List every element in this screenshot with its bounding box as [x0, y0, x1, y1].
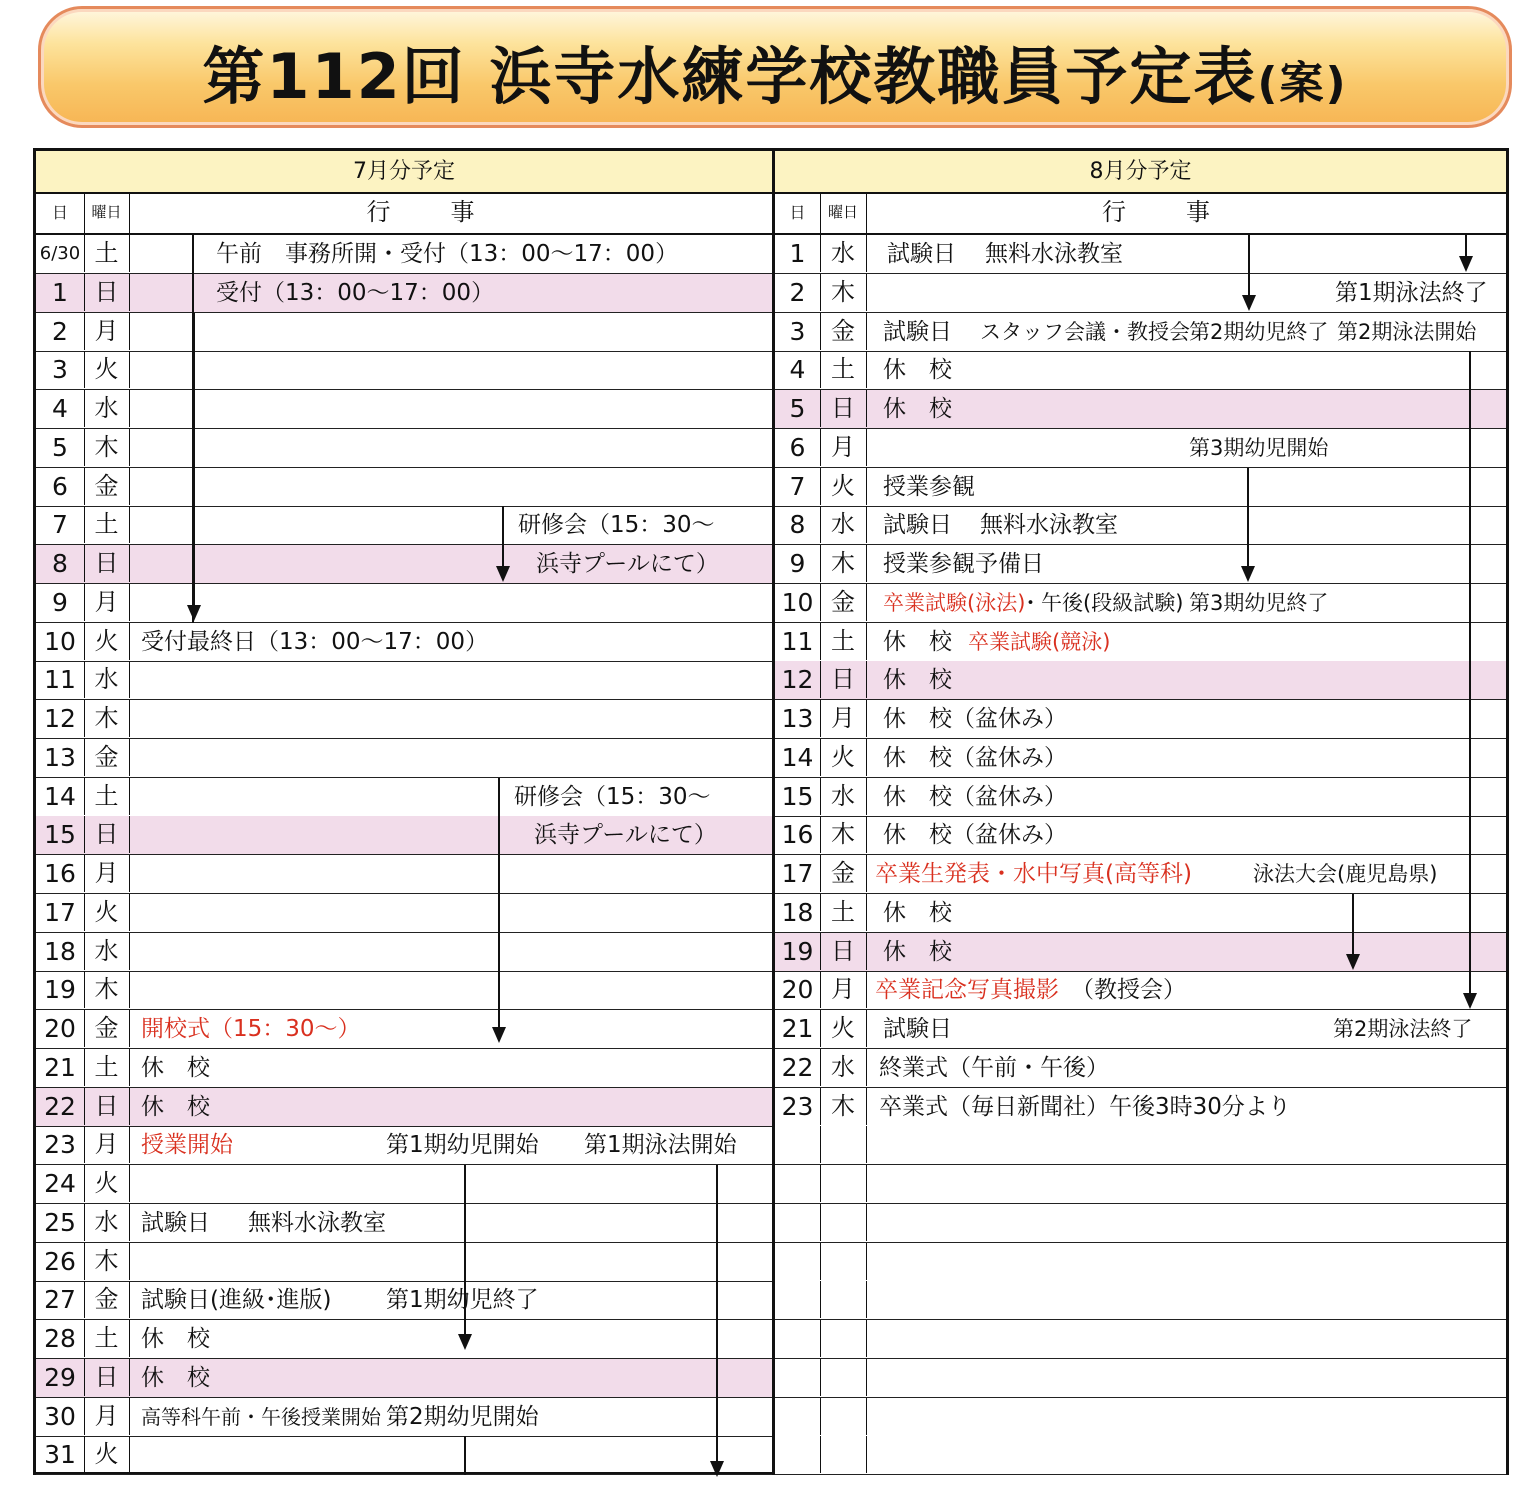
- event-text: 休 校: [883, 667, 952, 694]
- event-text: 無料水泳教室: [980, 512, 1118, 539]
- event-text: 浜寺プールにて）: [536, 551, 719, 577]
- july-col-event: 行事: [366, 198, 535, 226]
- timeline-line: [716, 1165, 718, 1463]
- table-row: [36, 739, 772, 778]
- event-text: 無料水泳教室: [985, 241, 1123, 267]
- weekday-cell: 火: [820, 468, 867, 505]
- day-cell: 23: [775, 1088, 821, 1125]
- event-text: 第3期幼児終了: [1189, 590, 1329, 615]
- event-text: 第1期幼児終了: [386, 1287, 539, 1314]
- event-text: 休 校: [883, 357, 952, 384]
- title-suffix: (案): [1257, 58, 1348, 109]
- day-cell: 10: [36, 623, 85, 660]
- day-cell: 3: [36, 351, 85, 388]
- arrow-down-icon: [1459, 256, 1473, 272]
- weekday-cell: [820, 1398, 867, 1435]
- event-text: 研修会（15：30～: [518, 512, 715, 539]
- day-cell: 7: [775, 468, 821, 505]
- timeline-line: [193, 313, 195, 608]
- event-text: 授業開始: [141, 1132, 233, 1159]
- weekday-cell: [820, 1359, 867, 1396]
- timeline-line: [1248, 235, 1250, 297]
- day-cell: [775, 1204, 821, 1241]
- event-text: 開校式（15：30～）: [141, 1016, 361, 1042]
- day-cell: 31: [36, 1436, 85, 1473]
- event-text: 休 校: [883, 628, 952, 655]
- july-column-header: [36, 192, 772, 235]
- weekday-cell: 金: [820, 313, 867, 350]
- weekday-cell: 月: [820, 971, 867, 1008]
- day-cell: 27: [36, 1281, 85, 1318]
- day-cell: 11: [36, 661, 85, 698]
- weekday-cell: 木: [820, 816, 867, 853]
- table-row: [775, 1204, 1506, 1243]
- weekday-cell: 水: [84, 933, 130, 970]
- table-row: [36, 894, 772, 933]
- event-text: 休 校（盆休み）: [883, 706, 1067, 732]
- table-row: [775, 1320, 1506, 1359]
- event-text: 休 校: [141, 1093, 210, 1120]
- day-cell: [775, 1281, 821, 1318]
- weekday-cell: [820, 1204, 867, 1241]
- july-col-weekday: 曜日: [84, 192, 130, 233]
- table-row: [36, 933, 772, 972]
- table-row: [36, 468, 772, 507]
- day-cell: 8: [36, 545, 85, 582]
- day-cell: 18: [36, 933, 85, 970]
- weekday-cell: 金: [820, 584, 867, 621]
- table-row: [36, 661, 772, 700]
- day-cell: 2: [775, 274, 821, 311]
- day-cell: 20: [775, 971, 821, 1008]
- table-row: [36, 855, 772, 894]
- weekday-cell: 火: [820, 1010, 867, 1047]
- day-cell: 16: [36, 855, 85, 892]
- weekday-cell: 水: [84, 661, 130, 698]
- timeline-line: [502, 506, 504, 568]
- weekday-cell: 月: [820, 700, 867, 737]
- weekday-cell: 土: [820, 351, 867, 388]
- august-column-header: [775, 192, 1506, 235]
- table-row: [775, 1126, 1506, 1165]
- weekday-cell: 月: [84, 855, 130, 892]
- weekday-cell: 日: [84, 1088, 130, 1125]
- day-cell: 13: [36, 739, 85, 776]
- weekday-cell: 火: [84, 351, 130, 388]
- event-text: 第3期幼児開始: [1189, 435, 1329, 460]
- weekday-cell: 水: [820, 235, 867, 272]
- event-text: 高等科午前・午後授業開始: [141, 1404, 381, 1429]
- event-text: ・午後(段級試験): [1020, 590, 1184, 615]
- event-text: 授業参観: [883, 473, 975, 500]
- title-main: 第112回 浜寺水練学校教職員予定表: [202, 40, 1258, 113]
- day-cell: 26: [36, 1243, 85, 1280]
- event-text: 試験日: [883, 318, 952, 345]
- event-text: 休 校: [883, 938, 952, 965]
- day-cell: 30: [36, 1398, 85, 1435]
- event-text: 第1期泳法終了: [1335, 279, 1488, 306]
- weekday-cell: 日: [820, 661, 867, 698]
- day-cell: [775, 1359, 821, 1396]
- arrow-down-icon: [1241, 566, 1255, 582]
- day-cell: 9: [36, 584, 85, 621]
- weekday-cell: 日: [84, 274, 130, 311]
- arrow-down-icon: [1463, 993, 1477, 1009]
- event-text: 受付最終日（13：00～17：00）: [141, 628, 489, 655]
- weekday-cell: [820, 1126, 867, 1163]
- day-cell: 16: [775, 816, 821, 853]
- weekday-cell: 火: [820, 739, 867, 776]
- table-row: [775, 429, 1506, 468]
- event-text: 第2期幼児終了: [1189, 319, 1329, 344]
- day-cell: 9: [775, 545, 821, 582]
- day-cell: 5: [775, 390, 821, 427]
- weekday-cell: 金: [84, 468, 130, 505]
- day-cell: [775, 1436, 821, 1473]
- weekday-cell: 火: [84, 623, 130, 660]
- event-text: 第1期泳法開始: [584, 1132, 737, 1159]
- day-cell: [775, 1243, 821, 1280]
- day-cell: [775, 1165, 821, 1202]
- weekday-cell: 金: [84, 739, 130, 776]
- day-cell: 1: [775, 235, 821, 272]
- day-cell: 18: [775, 894, 821, 931]
- weekday-cell: 月: [84, 584, 130, 621]
- weekday-cell: [820, 1436, 867, 1473]
- day-cell: 14: [36, 778, 85, 815]
- weekday-cell: 月: [84, 1398, 130, 1435]
- day-cell: 19: [775, 933, 821, 970]
- day-cell: 14: [775, 739, 821, 776]
- arrow-down-icon: [187, 605, 201, 621]
- event-text: 卒業生発表・水中写真(高等科): [875, 861, 1192, 887]
- july-schedule-table: [33, 148, 775, 1475]
- table-row: [36, 429, 772, 468]
- weekday-cell: 土: [84, 1049, 130, 1086]
- day-cell: [775, 1126, 821, 1163]
- timeline-line: [464, 1436, 466, 1475]
- weekday-cell: 水: [84, 390, 130, 427]
- day-cell: 6/30: [36, 235, 85, 272]
- event-text: 休 校: [141, 1326, 210, 1352]
- weekday-cell: 日: [84, 1359, 130, 1396]
- day-cell: 22: [36, 1088, 85, 1125]
- weekday-cell: 土: [820, 894, 867, 931]
- weekday-cell: 土: [84, 235, 130, 272]
- weekday-cell: [820, 1165, 867, 1202]
- weekday-cell: 月: [84, 1126, 130, 1163]
- event-text: 研修会（15：30～: [514, 783, 711, 810]
- table-row: [36, 700, 772, 739]
- weekday-cell: 木: [84, 429, 130, 466]
- weekday-cell: 日: [820, 933, 867, 970]
- arrow-down-icon: [710, 1461, 724, 1477]
- day-cell: 11: [775, 623, 821, 660]
- arrow-down-icon: [496, 566, 510, 582]
- day-cell: 10: [775, 584, 821, 621]
- arrow-down-icon: [492, 1027, 506, 1043]
- event-text: 卒業試験(泳法): [883, 590, 1026, 615]
- weekday-cell: 金: [820, 855, 867, 892]
- table-row: [36, 390, 772, 429]
- day-cell: 28: [36, 1320, 85, 1357]
- event-text: 第2期幼児開始: [386, 1403, 539, 1430]
- weekday-cell: 日: [84, 545, 130, 582]
- table-row: [775, 1243, 1506, 1282]
- weekday-cell: [820, 1320, 867, 1357]
- day-cell: 1: [36, 274, 85, 311]
- table-row: [36, 1436, 772, 1475]
- day-cell: 5: [36, 429, 85, 466]
- day-cell: 3: [775, 313, 821, 350]
- day-cell: 22: [775, 1049, 821, 1086]
- event-text: 泳法大会(鹿児島県): [1253, 862, 1438, 886]
- event-text: 第2期泳法終了: [1333, 1017, 1473, 1041]
- day-cell: [775, 1320, 821, 1357]
- day-cell: 29: [36, 1359, 85, 1396]
- weekday-cell: 木: [84, 1243, 130, 1280]
- event-text: 休 校: [883, 899, 952, 926]
- august-month-header: 8月分予定: [775, 151, 1506, 194]
- day-cell: 12: [36, 700, 85, 737]
- weekday-cell: 日: [84, 816, 130, 853]
- day-cell: 19: [36, 971, 85, 1008]
- arrow-down-icon: [1242, 295, 1256, 311]
- weekday-cell: 水: [84, 1204, 130, 1241]
- timeline-line: [1465, 235, 1467, 258]
- day-cell: [775, 1398, 821, 1435]
- table-row: [775, 1398, 1506, 1437]
- day-cell: 6: [36, 468, 85, 505]
- title-banner: [38, 6, 1512, 128]
- august-col-day: 日: [775, 192, 821, 233]
- table-row: [775, 1436, 1506, 1475]
- table-row: [775, 1165, 1506, 1204]
- table-row: [775, 1281, 1506, 1320]
- event-text: 休 校（盆休み）: [883, 744, 1067, 771]
- day-cell: 6: [775, 429, 821, 466]
- table-row: [775, 1359, 1506, 1398]
- weekday-cell: 木: [820, 1088, 867, 1125]
- day-cell: 13: [775, 700, 821, 737]
- event-text: 第1期幼児開始: [386, 1132, 539, 1159]
- event-text: 終業式（午前・午後）: [879, 1054, 1109, 1081]
- table-row: [36, 313, 772, 352]
- event-text: 卒業試験(競泳): [968, 629, 1111, 654]
- table-row: [36, 1165, 772, 1204]
- day-cell: 24: [36, 1165, 85, 1202]
- event-text: 休 校: [883, 396, 952, 422]
- august-col-event: 行事: [1102, 198, 1270, 226]
- day-cell: 4: [36, 390, 85, 427]
- event-text: （教授会）: [1071, 977, 1186, 1004]
- table-row: [36, 351, 772, 390]
- event-text: 受付（13：00～17：00）: [216, 279, 495, 306]
- event-text: 休 校（盆休み）: [883, 822, 1067, 849]
- event-text: 休 校（盆休み）: [883, 783, 1067, 810]
- timeline-line: [1247, 468, 1249, 569]
- event-text: 試験日: [883, 1016, 952, 1042]
- august-schedule-table: [772, 148, 1509, 1475]
- weekday-cell: 火: [84, 894, 130, 931]
- day-cell: 17: [775, 855, 821, 892]
- day-cell: 12: [775, 661, 821, 698]
- weekday-cell: 土: [84, 778, 130, 815]
- weekday-cell: 土: [820, 623, 867, 660]
- july-month-header: 7月分予定: [36, 151, 772, 194]
- event-text: 休 校: [141, 1054, 210, 1081]
- event-text: 無料水泳教室: [248, 1209, 386, 1236]
- weekday-cell: 月: [84, 313, 130, 350]
- day-cell: 15: [36, 816, 85, 853]
- day-cell: 17: [36, 894, 85, 931]
- day-cell: 20: [36, 1010, 85, 1047]
- page-title: [41, 27, 1509, 116]
- event-text: 午前 事務所開・受付（13：00～17：00）: [216, 241, 679, 267]
- timeline-line: [1352, 894, 1354, 956]
- event-text: 浜寺プールにて）: [534, 822, 717, 849]
- day-cell: 21: [775, 1010, 821, 1047]
- arrow-down-icon: [458, 1334, 472, 1350]
- july-col-day: 日: [36, 192, 85, 233]
- timeline-line: [498, 778, 500, 1030]
- weekday-cell: 金: [84, 1010, 130, 1047]
- day-cell: 23: [36, 1126, 85, 1163]
- weekday-cell: 木: [820, 274, 867, 311]
- day-cell: 8: [775, 506, 821, 543]
- table-row: [36, 584, 772, 623]
- event-text: 試験日: [141, 1209, 210, 1236]
- weekday-cell: [820, 1281, 867, 1318]
- table-row: [775, 235, 1506, 274]
- event-text: 試験日: [887, 241, 956, 267]
- day-cell: 21: [36, 1049, 85, 1086]
- day-cell: 4: [775, 351, 821, 388]
- day-cell: 15: [775, 778, 821, 815]
- august-col-weekday: 曜日: [820, 192, 867, 233]
- event-text: スタッフ会議・教授会: [980, 319, 1190, 344]
- table-row: [36, 1243, 772, 1282]
- event-text: 授業参観予備日: [883, 551, 1044, 577]
- table-row: [36, 971, 772, 1010]
- weekday-cell: 土: [84, 1320, 130, 1357]
- weekday-cell: 月: [820, 429, 867, 466]
- event-text: 卒業記念写真撮影: [875, 977, 1059, 1004]
- weekday-cell: 水: [820, 1049, 867, 1086]
- weekday-cell: 木: [820, 545, 867, 582]
- arrow-down-icon: [1346, 954, 1360, 970]
- event-text: 卒業式（毎日新聞社）午後3時30分より: [879, 1093, 1291, 1120]
- weekday-cell: 木: [84, 971, 130, 1008]
- weekday-cell: 日: [820, 390, 867, 427]
- day-cell: 25: [36, 1204, 85, 1241]
- weekday-cell: 木: [84, 700, 130, 737]
- day-cell: 2: [36, 313, 85, 350]
- weekday-cell: 金: [84, 1281, 130, 1318]
- weekday-cell: 火: [84, 1436, 130, 1473]
- timeline-line: [1469, 351, 1471, 994]
- day-cell: 7: [36, 506, 85, 543]
- event-text: 試験日(進級･進版): [141, 1287, 332, 1314]
- weekday-cell: 土: [84, 506, 130, 543]
- weekday-cell: 水: [820, 506, 867, 543]
- weekday-cell: [820, 1243, 867, 1280]
- event-text: 第2期泳法開始: [1337, 319, 1477, 344]
- weekday-cell: 火: [84, 1165, 130, 1202]
- event-text: 休 校: [141, 1364, 210, 1391]
- weekday-cell: 水: [820, 778, 867, 815]
- event-text: 試験日: [883, 512, 952, 539]
